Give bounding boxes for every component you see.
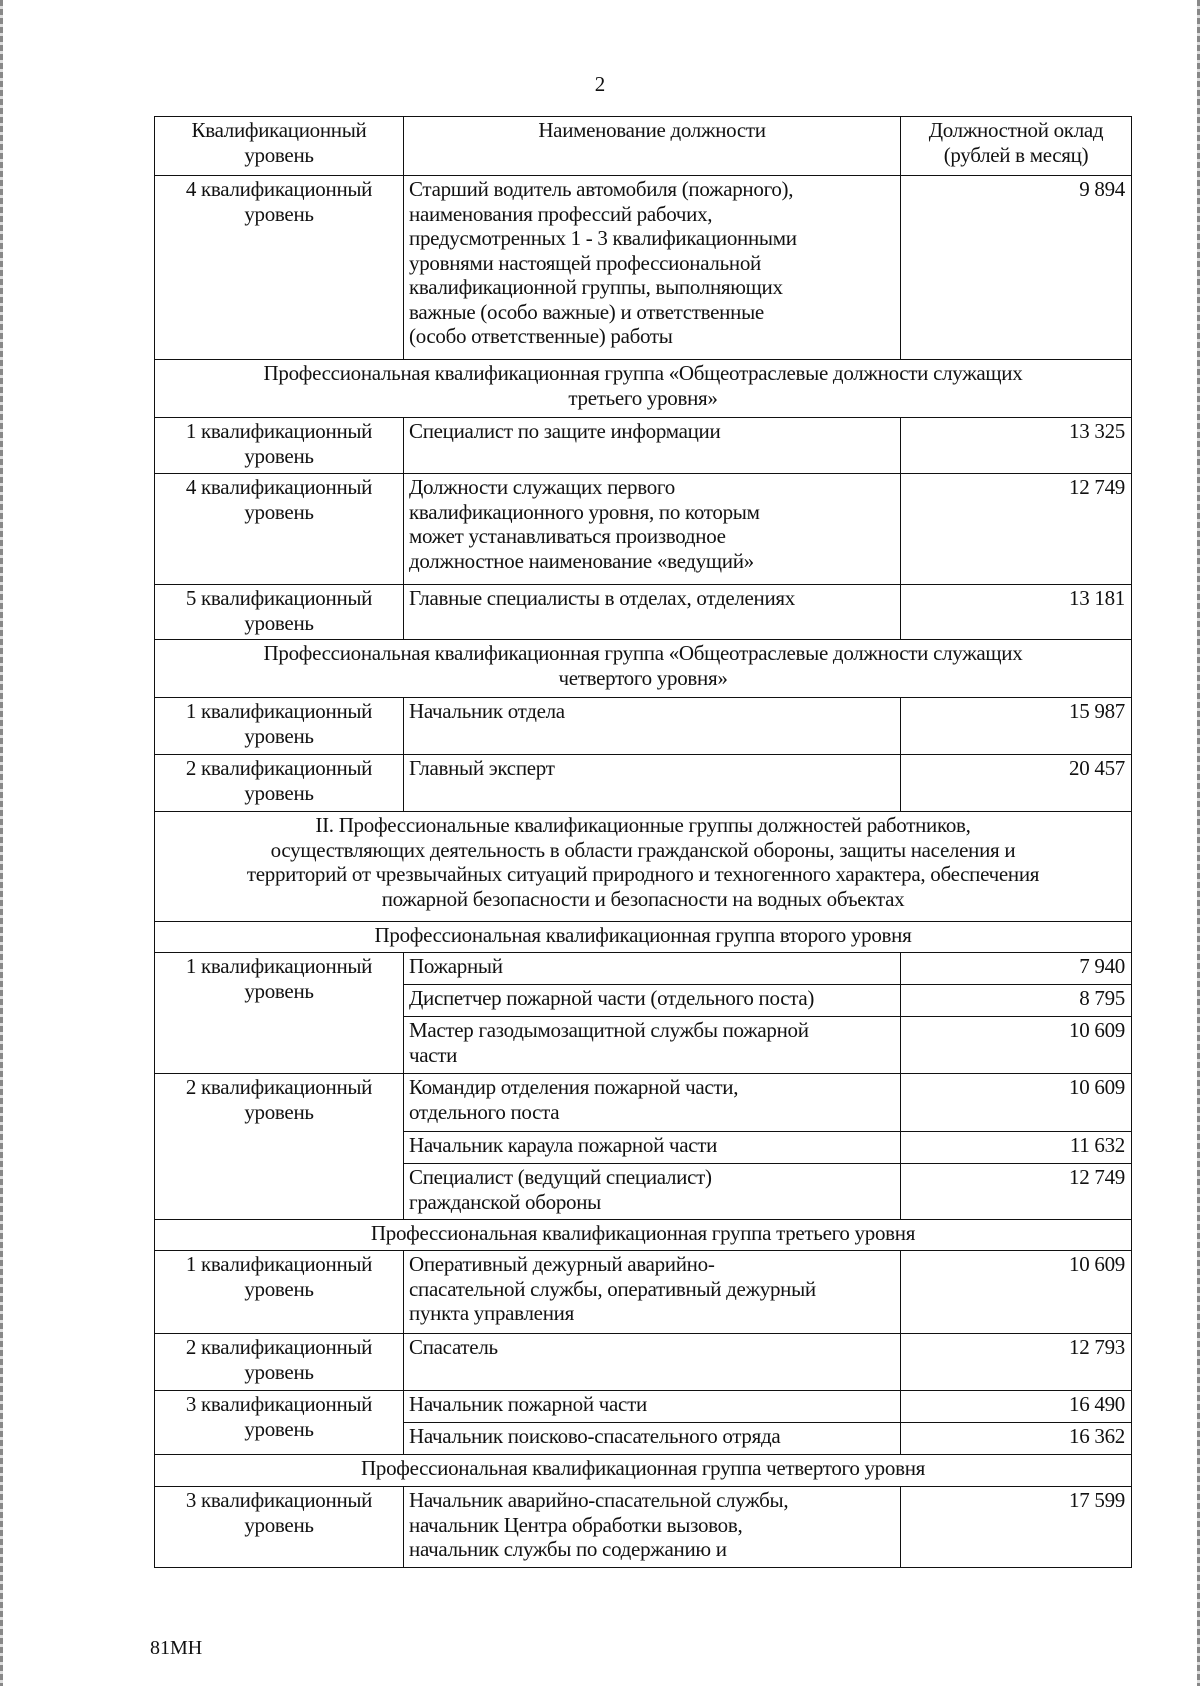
salary-value: 8 795 xyxy=(901,985,1132,1017)
salary-value: 10 609 xyxy=(901,1074,1132,1132)
footer-code: 81МН xyxy=(150,1637,203,1659)
table-row xyxy=(155,474,1132,585)
header-position: Наименование должности xyxy=(404,117,901,176)
position-name: Командир отделения пожарной части, отдельного поста xyxy=(404,1074,901,1132)
salary-value: 16 362 xyxy=(901,1423,1132,1455)
salary-value: 12 749 xyxy=(901,474,1132,585)
qualification-level: 1 квалификационный уровень xyxy=(155,418,404,474)
group-title: II. Профессиональные квалификационные группы должностей работников, осуществляющих деятельность в области гражданской обороны, защиты населения и территорий от чрезвычайных ситуаций природного и техногенного характера, обеспечения пожарной безопасности и безопасности на водных объектах xyxy=(155,812,1132,922)
position-name: Оперативный дежурный аварийно- спасательной службы, оперативный дежурный пункта управления xyxy=(404,1251,901,1334)
table-row xyxy=(155,176,1132,360)
qualification-level: 5 квалификационный уровень xyxy=(155,585,404,640)
qualification-level: 4 квалификационный уровень xyxy=(155,474,404,585)
group-header-row xyxy=(155,360,1132,418)
position-name: Начальник аварийно-спасательной службы, начальник Центра обработки вызовов, начальник службы по содержанию и xyxy=(404,1487,901,1568)
position-name: Мастер газодымозащитной службы пожарной части xyxy=(404,1017,901,1074)
qualification-level: 2 квалификационный уровень xyxy=(155,1074,404,1220)
group-title: Профессиональная квалификационная группа «Общеотраслевые должности служащих третьего уровня» xyxy=(155,360,1132,418)
group-header-row xyxy=(155,1455,1132,1487)
position-name: Должности служащих первого квалификационного уровня, по которым может устанавливаться производное должностное наименование «ведущий» xyxy=(404,474,901,585)
table-row xyxy=(155,1391,1132,1423)
salary-value: 20 457 xyxy=(901,755,1132,812)
qualification-level: 4 квалификационный уровень xyxy=(155,176,404,360)
salary-value: 9 894 xyxy=(901,176,1132,360)
position-name: Главные специалисты в отделах, отделениях xyxy=(404,585,901,640)
position-name: Главный эксперт xyxy=(404,755,901,812)
scan-edge-left xyxy=(0,0,3,1686)
table-header xyxy=(155,117,1132,176)
salary-value: 10 609 xyxy=(901,1017,1132,1074)
position-name: Диспетчер пожарной части (отдельного поста) xyxy=(404,985,901,1017)
table-row xyxy=(155,1074,1132,1132)
qualification-level: 1 квалификационный уровень xyxy=(155,1251,404,1334)
position-name: Начальник отдела xyxy=(404,698,901,755)
position-name: Начальник караула пожарной части xyxy=(404,1132,901,1164)
salary-value: 12 749 xyxy=(901,1164,1132,1220)
salary-table xyxy=(154,116,1132,1568)
salary-value: 10 609 xyxy=(901,1251,1132,1334)
salary-value: 17 599 xyxy=(901,1487,1132,1568)
position-name: Специалист (ведущий специалист) гражданской обороны xyxy=(404,1164,901,1220)
table-row xyxy=(155,698,1132,755)
group-header-row xyxy=(155,640,1132,698)
table-row xyxy=(155,755,1132,812)
salary-value: 13 181 xyxy=(901,585,1132,640)
group-title: Профессиональная квалификационная группа четвертого уровня xyxy=(155,1455,1132,1487)
table-row xyxy=(155,585,1132,640)
table-row xyxy=(155,1487,1132,1568)
group-title: Профессиональная квалификационная группа третьего уровня xyxy=(155,1220,1132,1251)
group-title: Профессиональная квалификационная группа «Общеотраслевые должности служащих четвертого уровня» xyxy=(155,640,1132,698)
salary-value: 7 940 xyxy=(901,953,1132,985)
qualification-level: 2 квалификационный уровень xyxy=(155,1334,404,1391)
table-row xyxy=(155,1334,1132,1391)
group-header-row xyxy=(155,922,1132,953)
table-row xyxy=(155,418,1132,474)
qualification-level: 3 квалификационный уровень xyxy=(155,1487,404,1568)
salary-value: 15 987 xyxy=(901,698,1132,755)
group-header-row xyxy=(155,1220,1132,1251)
position-name: Пожарный xyxy=(404,953,901,985)
table-row xyxy=(155,1251,1132,1334)
position-name: Старший водитель автомобиля (пожарного), наименования профессий рабочих, предусмотренных 1 - 3 квалификационными уровнями настоящей профессиональной квалификационной группы, выполняющих важные (особо важные) и ответственные (особо ответственные) работы xyxy=(404,176,901,360)
qualification-level: 1 квалификационный уровень xyxy=(155,698,404,755)
position-name: Спасатель xyxy=(404,1334,901,1391)
table-row xyxy=(155,953,1132,985)
salary-value: 11 632 xyxy=(901,1132,1132,1164)
header-salary: Должностной оклад (рублей в месяц) xyxy=(901,117,1132,176)
group-header-row xyxy=(155,812,1132,922)
position-name: Начальник поисково-спасательного отряда xyxy=(404,1423,901,1455)
group-title: Профессиональная квалификационная группа второго уровня xyxy=(155,922,1132,953)
salary-value: 13 325 xyxy=(901,418,1132,474)
salary-value: 16 490 xyxy=(901,1391,1132,1423)
qualification-level: 1 квалификационный уровень xyxy=(155,953,404,1074)
qualification-level: 2 квалификационный уровень xyxy=(155,755,404,812)
position-name: Начальник пожарной части xyxy=(404,1391,901,1423)
header-level: Квалификационный уровень xyxy=(155,117,404,176)
salary-value: 12 793 xyxy=(901,1334,1132,1391)
position-name: Специалист по защите информации xyxy=(404,418,901,474)
qualification-level: 3 квалификационный уровень xyxy=(155,1391,404,1455)
page-number: 2 xyxy=(594,72,606,96)
